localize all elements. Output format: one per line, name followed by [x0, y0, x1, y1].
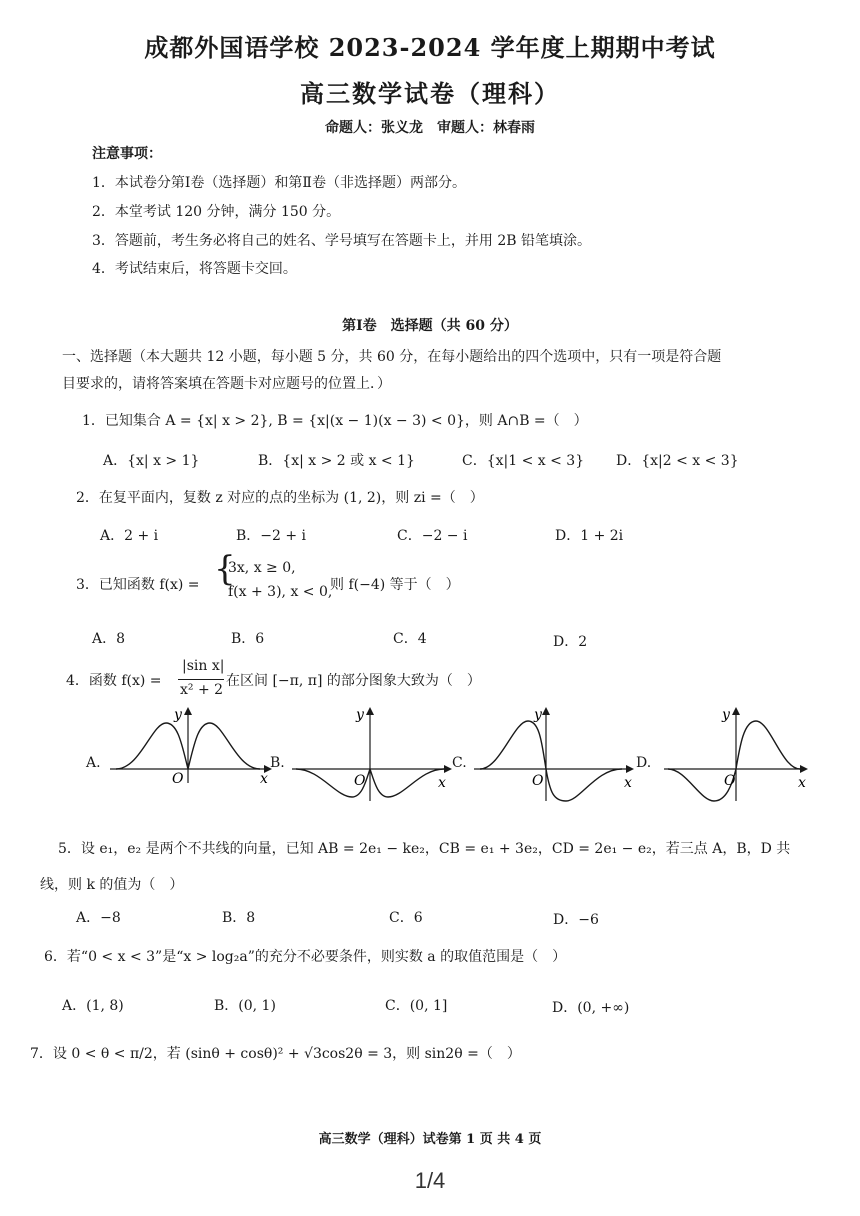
note-item: 3．答题前，考生务必将自己的姓名、学号填写在答题卡上，并用 2B 铅笔填涂。 [92, 233, 592, 249]
graph-b [292, 705, 457, 805]
exam-title: 成都外国语学校 2023-2024 学年度上期期中考试 [144, 33, 716, 62]
origin-label: O [354, 773, 366, 789]
option-a: A．{x| x > 1} [103, 453, 200, 469]
option-a: A．(1, 8) [62, 998, 124, 1014]
option-a: A．2 + i [100, 528, 159, 544]
exam-authors: 命题人：张义龙 审题人：林春雨 [325, 120, 535, 136]
graph-a [110, 705, 280, 785]
section-title: 第Ⅰ卷 选择题（共 60 分） [342, 318, 518, 334]
graph-c [474, 705, 639, 805]
option-b: B．8 [222, 910, 256, 926]
option-b: B．(0, 1) [214, 998, 276, 1014]
option-a: A．−8 [76, 910, 121, 926]
option-a: A. [86, 755, 101, 771]
option-c: C．−2 − i [397, 528, 468, 544]
axis-label-x: x [260, 771, 268, 785]
notes-heading: 注意事项： [92, 146, 162, 162]
axis-label-y: y [534, 707, 542, 723]
exam-subtitle: 高三数学试卷（理科） [300, 79, 560, 108]
axis-label-y: y [174, 707, 182, 723]
option-b: B．6 [231, 631, 265, 647]
option-d: D．2 [553, 634, 588, 650]
option-d: D. [636, 755, 652, 771]
question-stem: 2．在复平面内，复数 z 对应的点的坐标为 (1, 2)，则 zi =（ ） [76, 490, 484, 506]
option-d: D．−6 [553, 912, 599, 928]
axis-label-x: x [624, 775, 632, 791]
option-b: B. [270, 755, 285, 771]
graph-d [664, 705, 814, 805]
note-item: 1．本试卷分第Ⅰ卷（选择题）和第Ⅱ卷（非选择题）两部分。 [92, 175, 466, 191]
origin-label: O [532, 773, 544, 789]
note-item: 4．考试结束后，将答题卡交回。 [92, 261, 297, 277]
option-c: C. [452, 755, 467, 771]
fraction-denominator: x² + 2 [180, 682, 224, 698]
option-d: D．{x|2 < x < 3} [616, 453, 739, 469]
question-stem: 7．设 0 < θ < π/2，若 (sinθ + cosθ)² + √3cos2θ = 3，则 sin2θ =（ ） [30, 1046, 521, 1062]
origin-label: O [724, 773, 736, 789]
fraction-bar [178, 679, 224, 680]
section-instruction: 目要求的，请将答案填在答题卡对应题号的位置上．） [62, 376, 391, 392]
option-b: B．{x| x > 2 或 x < 1} [258, 453, 415, 469]
axis-label-y: y [356, 707, 364, 723]
option-d: D．(0, +∞) [552, 1000, 630, 1016]
question-stem: 5．设 e₁，e₂ 是两个不共线的向量，已知 AB = 2e₁ − ke₂，CB = e₁ + 3e₂，CD = 2e₁ − e₂，若三点 A，B，D 共 [58, 841, 791, 857]
option-a: A．8 [92, 631, 126, 647]
section-instruction: 一、选择题（本大题共 12 小题，每小题 5 分，共 60 分，在每小题给出的四个选项中，只有一项是符合题 [62, 349, 722, 365]
fraction-numerator: |sin x| [182, 658, 225, 674]
option-c: C．(0, 1] [385, 998, 448, 1014]
axis-label-y: y [722, 707, 730, 723]
piecewise-brace: { [214, 549, 236, 589]
option-d: D．1 + 2i [555, 528, 624, 544]
option-c: C．4 [393, 631, 427, 647]
origin-label: O [172, 771, 184, 785]
question-stem: 则 f(−4) 等于（ ） [330, 577, 460, 593]
note-item: 2．本堂考试 120 分钟，满分 150 分。 [92, 204, 341, 220]
axis-label-x: x [438, 775, 446, 791]
question-stem: 4．函数 f(x) = [66, 673, 162, 689]
option-c: C．{x|1 < x < 3} [462, 453, 585, 469]
piecewise-case: f(x + 3), x < 0, [228, 584, 333, 600]
question-stem: 3．已知函数 f(x) = [76, 577, 200, 593]
option-c: C．6 [389, 910, 423, 926]
question-stem: 在区间 [−π, π] 的部分图象大致为（ ） [226, 673, 481, 689]
axis-label-x: x [798, 775, 806, 791]
piecewise-case: 3x, x ≥ 0, [228, 560, 296, 576]
question-stem: 线，则 k 的值为（ ） [40, 877, 184, 893]
question-stem: 1．已知集合 A = {x| x > 2}, B = {x|(x − 1)(x − 3) < 0}，则 A∩B =（ ） [82, 413, 588, 429]
page-footer: 高三数学（理科）试卷第 1 页 共 4 页 [318, 1132, 542, 1147]
option-b: B．−2 + i [236, 528, 307, 544]
page-indicator: 1/4 [414, 1168, 446, 1193]
question-stem: 6．若“0 < x < 3”是“x > log₂a”的充分不必要条件，则实数 a 的取值范围是（ ） [44, 949, 567, 965]
